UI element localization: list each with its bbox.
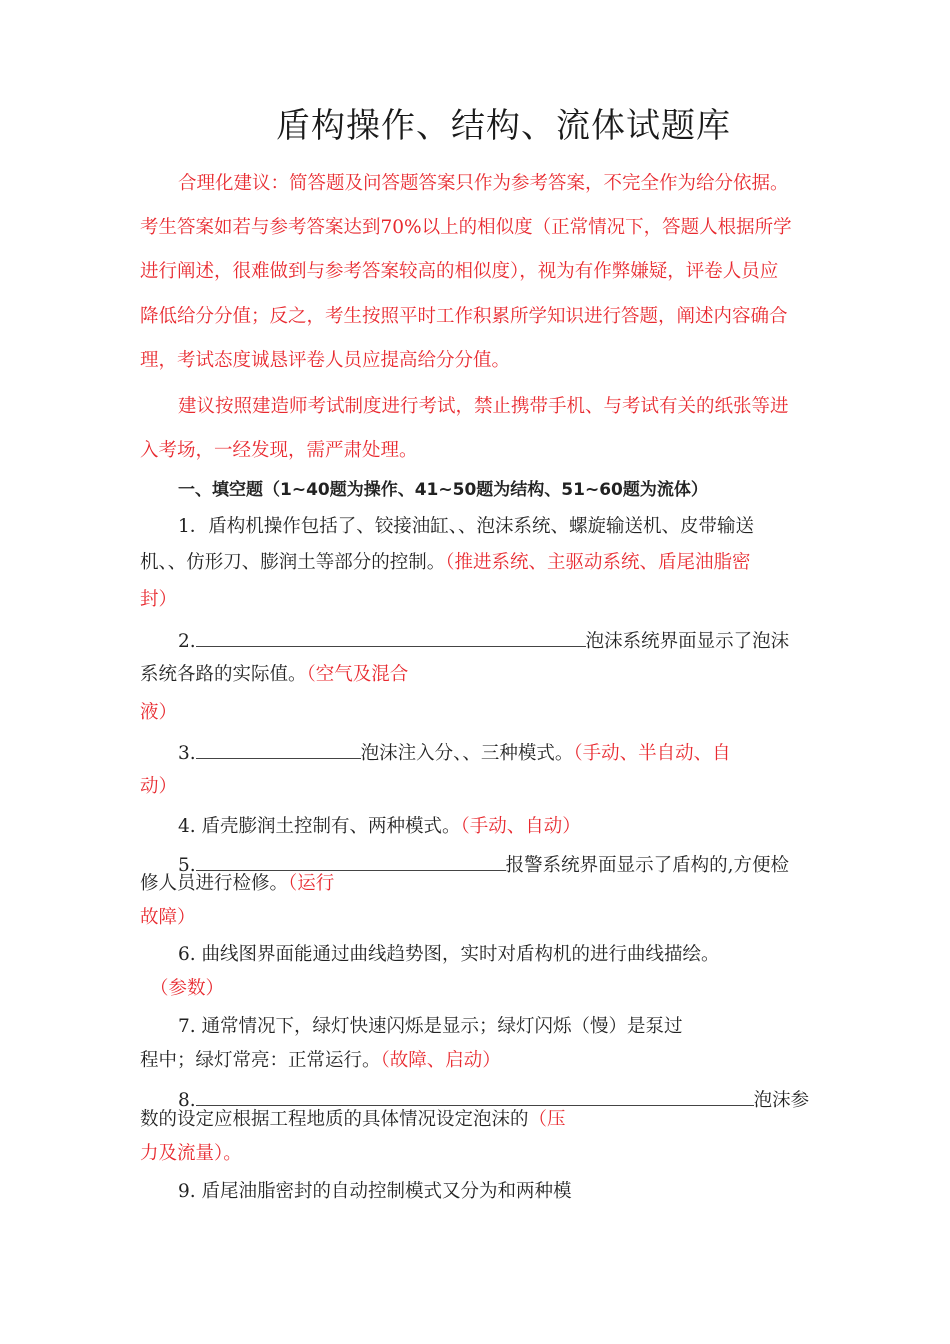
question-text: 7. 通常情况下，绿灯快速闪烁是显示；绿灯闪烁（慢）是泵过: [178, 1016, 683, 1037]
question-text: 机、、仿形刀、膨润土等部分的控制。: [140, 552, 446, 573]
question-text: 程中；绿灯常亮：正常运行。: [140, 1050, 381, 1071]
section-heading: 一、填空题（1~40题为操作、41~50题为结构、51~60题为流体）: [178, 480, 708, 500]
answer-text: 力及流量）。: [140, 1143, 242, 1164]
answer-text: （推进系统、主驱动系统、盾尾油脂密: [445, 552, 751, 573]
question-number: 3.: [178, 743, 196, 764]
answer-text: 故障）: [140, 907, 196, 928]
page-title: 盾构操作、结构、流体试题库: [276, 106, 731, 146]
answer-text: 封）: [140, 589, 178, 610]
question-text: 系统各路的实际值。: [140, 664, 307, 685]
question-9: 9. 盾尾油脂密封的自动控制模式又分为和两种模: [178, 1181, 572, 1202]
notice-line: 理，考试态度诚恳评卷人员应提高给分分值。: [140, 350, 511, 371]
answer-text: 液）: [140, 702, 178, 723]
question-text: 1．盾构机操作包括了、铰接油缸、、泡沫系统、螺旋输送机、皮带输送: [178, 516, 755, 537]
question-text: 报警系统界面显示了盾构的,方便检: [505, 855, 790, 876]
question-number: 5.: [178, 855, 196, 876]
notice-line: 入考场，一经发现，需严肃处理。: [140, 440, 418, 461]
answer-text: （参数）: [150, 978, 225, 999]
notice-line: 合理化建议：简答题及问答题答案只作为参考答案，不完全作为给分依据。: [178, 173, 789, 194]
notice-line: 进行阐述，很难做到与参考答案较高的相似度），视为有作弊嫌疑，评卷人员应: [140, 261, 779, 282]
question-number: 8.: [178, 1090, 196, 1111]
answer-text: （手动、半自动、自: [573, 743, 731, 764]
answer-text: （空气及混合: [306, 664, 409, 685]
question-text: 泡沫参: [753, 1090, 810, 1111]
question-text: 泡沫系统界面显示了泡沫: [585, 631, 790, 652]
answer-blank[interactable]: [196, 626, 586, 647]
question-text: 泡沫注入分、、三种模式。: [360, 743, 574, 764]
question-text: 修人员进行检修。: [140, 873, 289, 894]
answer-blank[interactable]: [196, 1085, 754, 1106]
question-4: [178, 814, 581, 840]
notice-line: 降低给分分值；反之，考生按照平时工作积累所学知识进行答题，阐述内容确合: [140, 306, 788, 327]
answer-text: （压: [528, 1109, 566, 1130]
notice-line: 考生答案如若与参考答案达到70%以上的相似度（正常情况下，答题人根据所学: [140, 217, 792, 238]
question-text: 数的设定应根据工程地质的具体情况设定泡沫的: [140, 1109, 529, 1130]
answer-blank[interactable]: [196, 738, 361, 759]
answer-text: （运行: [288, 873, 335, 894]
answer-text: 动）: [140, 776, 178, 797]
question-text: 6. 曲线图界面能通过曲线趋势图，实时对盾构机的进行曲线描绘。: [178, 944, 720, 965]
answer-text: （手动、自动）: [460, 816, 581, 837]
answer-blank[interactable]: [196, 850, 506, 871]
question-text: 4. 盾壳膨润土控制有、两种模式。: [178, 816, 461, 837]
answer-text: （故障、启动）: [380, 1050, 501, 1071]
notice-line: 建议按照建造师考试制度进行考试，禁止携带手机、与考试有关的纸张等进: [178, 396, 789, 417]
question-number: 2.: [178, 631, 196, 652]
